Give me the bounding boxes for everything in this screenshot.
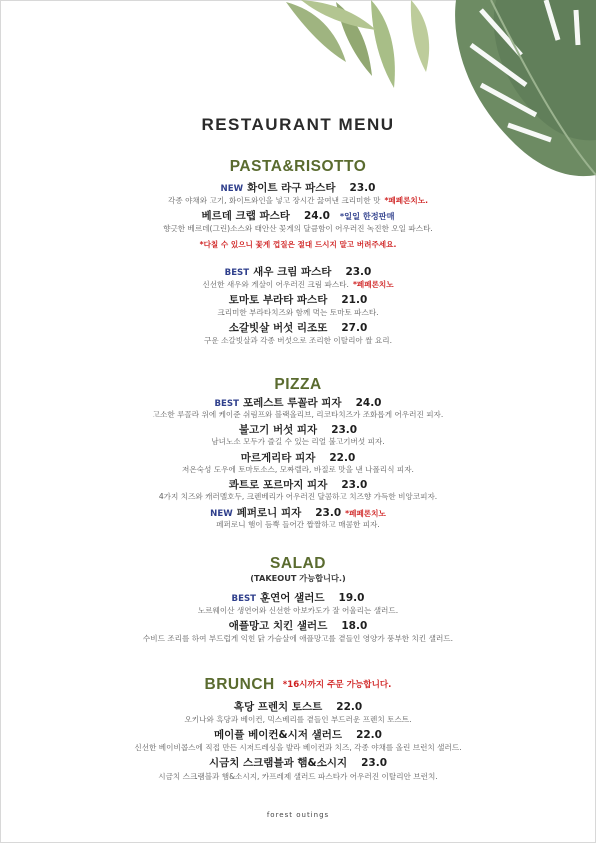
item-name: 포레스트 루꼴라 피자 <box>242 397 342 409</box>
badge-new: NEW <box>220 184 244 194</box>
item-price: 23.0 <box>345 266 372 278</box>
warning-note: *다칠 수 있으니 꽃게 껍질은 절대 드시지 말고 버려주세요. <box>199 240 397 249</box>
menu-item <box>0 395 596 410</box>
item-price: 22.0 <box>329 452 356 464</box>
menu-item <box>0 590 596 605</box>
item-price: 24.0 <box>355 397 382 409</box>
spicy-note: *페페론치노 <box>345 509 386 518</box>
item-description: 크리미한 부라타치즈와 함께 먹는 토마토 파스타. <box>217 308 379 317</box>
item-price: 23.0 <box>361 757 388 769</box>
menu-item <box>0 264 596 279</box>
item-description: 시금치 스크램블과 햄&소시지, 카프레제 샐러드 파스타가 어우러진 이탈리안 브런치. <box>158 772 438 781</box>
brunch-heading-row <box>0 674 596 694</box>
menu-item <box>0 755 596 770</box>
item-description: 신선한 베이비콥스에 직접 만든 시저드레싱을 발라 베이컨과 치즈, 각종 야채를 올린 브런치 샐러드. <box>134 743 462 752</box>
badge-best: BEST <box>214 399 239 409</box>
menu-item <box>0 180 596 195</box>
item-name: 페퍼로니 피자 <box>236 507 302 519</box>
item-price: 23.0 <box>341 479 368 491</box>
item-price: 27.0 <box>341 322 368 334</box>
menu-item <box>0 320 596 335</box>
menu-item <box>0 450 596 465</box>
menu-item <box>0 699 596 714</box>
menu-item <box>0 618 596 633</box>
item-price: 22.0 <box>356 729 382 741</box>
item-description: 남녀노소 모두가 즐길 수 있는 리얼 불고기버섯 피자. <box>211 437 385 446</box>
badge-best: BEST <box>231 594 257 604</box>
menu-item <box>0 422 596 437</box>
item-name: 불고기 버섯 피자 <box>238 424 318 436</box>
item-name: 토마토 부라타 파스타 <box>228 294 328 306</box>
item-description: 4가지 치즈와 캐러멜호두, 크렌베리가 어우러진 달콤하고 치즈향 가득한 비앙코피자. <box>158 492 438 501</box>
item-description: 구운 소갈빗살과 각종 버섯으로 조리한 이탈리아 쌀 요리. <box>203 336 393 345</box>
item-name: 콰트로 포르마지 피자 <box>228 479 328 491</box>
item-name: 훈연어 샐러드 <box>260 592 325 604</box>
monstera-leaves-icon <box>276 0 596 210</box>
takeout-note: (TAKEOUT 가능합니다.) <box>250 573 346 583</box>
section-heading-brunch: BRUNCH <box>204 676 275 693</box>
brunch-order-note: *16시까지 주문 가능합니다. <box>282 680 392 690</box>
badge-best: BEST <box>224 268 250 278</box>
item-name: 흑당 프렌치 토스트 <box>233 701 323 713</box>
item-price: 23.0 <box>331 424 358 436</box>
item-name: 메이플 베이컨&시저 샐러드 <box>214 729 343 741</box>
item-name: 소갈빗살 버섯 리조또 <box>228 322 328 334</box>
item-description: 향긋한 베르데(그린)소스와 태안산 꽃게의 달큼함이 어우러진 녹진한 오일 파스타. <box>163 224 433 233</box>
item-description: 페퍼로니 햄이 듬뿍 들어간 짭짤하고 매콤한 피자. <box>216 520 380 529</box>
item-name: 새우 크림 파스타 <box>253 266 332 278</box>
item-price: 24.0 <box>303 210 330 222</box>
menu-item <box>0 727 596 742</box>
item-name: 화이트 라구 파스타 <box>247 182 336 194</box>
item-price: 22.0 <box>336 701 363 713</box>
item-description: 고소한 루꼴라 위에 케이준 쉬림프와 블랙올리브, 리코타치즈가 조화롭게 어우러진 피자. <box>152 410 444 419</box>
limited-note: *일일 한정판매 <box>339 211 395 221</box>
item-description: 수비드 조리를 하여 부드럽게 익힌 닭 가슴살에 애플망고를 곁들인 영양가 풍부한 치킨 샐러드. <box>142 634 454 643</box>
badge-new: NEW <box>210 509 233 519</box>
item-name: 마르게리타 피자 <box>240 452 316 464</box>
description-text: 각종 야채와 고기, 화이트와인을 넣고 장시간 끓여낸 크리미한 맛 <box>168 196 381 205</box>
spicy-note: *페페론치노 <box>352 280 394 289</box>
item-name: 시금치 스크램블과 햄&소시지 <box>208 757 348 769</box>
menu-item <box>0 292 596 307</box>
item-description <box>0 279 596 290</box>
item-price: 21.0 <box>341 294 368 306</box>
item-name: 베르데 크랩 파스타 <box>201 210 290 222</box>
item-description <box>0 195 596 206</box>
item-description: 노르웨이산 생연어와 신선한 아보카도가 잘 어울리는 샐러드. <box>197 606 399 615</box>
item-price: 23.0 <box>349 182 376 194</box>
spicy-note: *페페론치노. <box>384 196 428 205</box>
menu-item <box>0 477 596 492</box>
section-heading-salad: SALAD <box>270 555 326 572</box>
description-text: 신선한 새우와 게살이 어우러진 크림 파스타. <box>202 280 349 289</box>
section-heading-pizza: PIZZA <box>274 376 322 393</box>
item-price: 23.0 <box>315 507 342 519</box>
item-description: 저온숙성 도우에 토마토소스, 모짜렐라, 바질로 맛을 낸 나폴리식 피자. <box>182 465 414 474</box>
item-price: 18.0 <box>341 620 368 632</box>
item-name: 애플망고 치킨 샐러드 <box>228 620 328 632</box>
footer-brand: forest outings <box>266 811 330 819</box>
section-heading-pasta: PASTA&RISOTTO <box>229 158 367 175</box>
item-price: 19.0 <box>338 592 365 604</box>
item-description: 오키나와 흑당과 베이컨, 믹스베리를 곁들인 부드러운 프렌치 토스트. <box>184 715 412 724</box>
menu-item <box>0 208 596 223</box>
menu-item <box>0 505 596 520</box>
page-title: RESTAURANT MENU <box>201 115 395 134</box>
